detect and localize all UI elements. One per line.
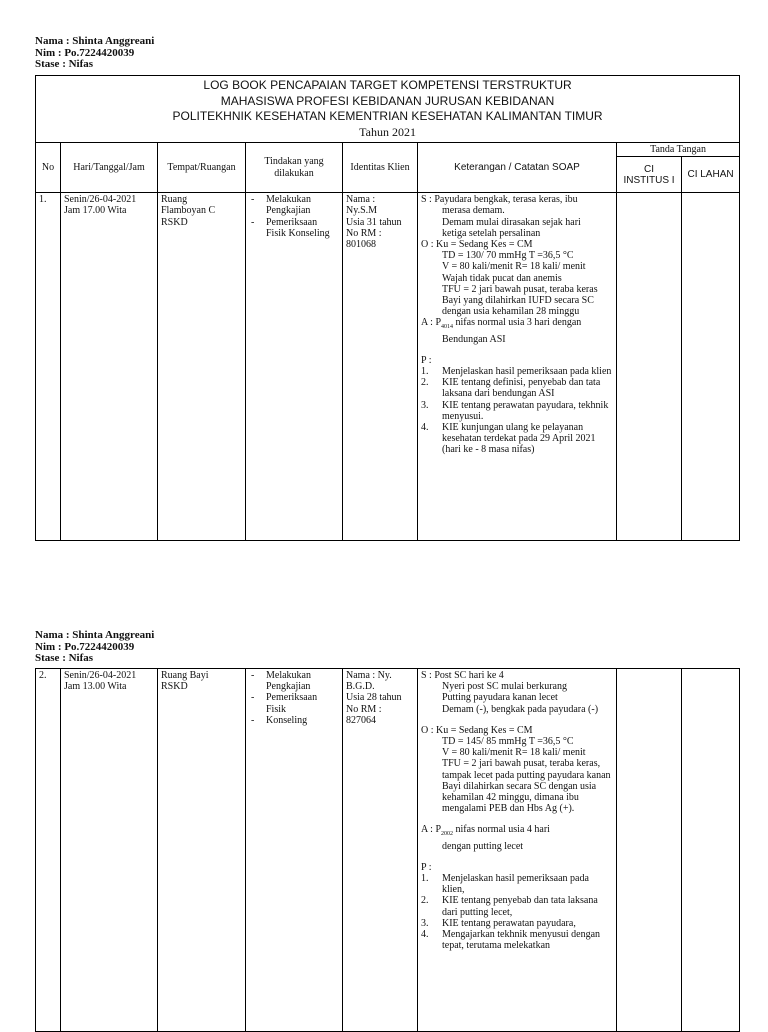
plan-item: 2. KIE tentang penyebab dan tata laksana dari putting lecet,	[421, 895, 598, 918]
col-hari: Hari/Tanggal/Jam	[61, 143, 158, 193]
entry-date: Senin/26-04-2021 Jam 17.00 Wita	[61, 193, 158, 541]
signature-ci-institusi	[617, 669, 682, 1032]
action-item: - Melakukan Pengkajian	[249, 194, 339, 216]
student-name: Nama : Shinta Anggreani	[35, 629, 155, 641]
action-item: - Pemeriksaan Fisik Konseling	[249, 217, 339, 239]
student-info-2	[35, 630, 154, 665]
entry-no: 1.	[36, 193, 61, 541]
entry-soap: S : Post SC hari ke 4 Nyeri post SC mulai berkurang Putting payudara kanan lecet Demam (-), bengkak pada payudara (-) O : Ku = Sedang Kes = CM TD = 145/ 85 mmHg T =36,5 °C V = 80 kali/menit R= 18 kali/ menit TFU = 2 jari bawah pusat, teraba keras, tampak lecet pada putting payudara kanan Bayi dilahirkan secara SC dengan usia kehamilan 42 minggu, dimana ibu mengalami PEB dan Hbs Ag (+). A : $P_{2002}$ nifas normal usia 4 hari dengan putting lecet P : 1. Menjelaskan hasil pemeriksaan pada klien, 2. KIE tentang penyebab dan tata laksana dari putting lecet, 3. KIE tentang perawatan payudara, 4. Mengajarkan tekhnik menyusui dengan tepat, terutama melekatkan	[418, 669, 617, 1032]
table-row	[36, 669, 740, 1032]
student-name: Nama : Shinta Anggreani	[35, 35, 155, 47]
col-keterangan: Keterangan / Catatan SOAP	[418, 143, 617, 193]
signature-ci-institusi	[617, 193, 682, 541]
entry-actions	[246, 669, 343, 1032]
assessment: A : $P_{2002}$ nifas normal usia 4 hari	[421, 824, 550, 838]
entry-actions	[246, 193, 343, 541]
action-item: - Konseling	[249, 715, 339, 726]
plan-item: 1. Menjelaskan hasil pemeriksaan pada klien	[421, 366, 612, 378]
action-item: - Pemeriksaan Fisik	[249, 692, 339, 714]
action-item: - Melakukan Pengkajian	[249, 670, 339, 692]
entry-soap: S : Payudara bengkak, terasa keras, ibu merasa demam. Demam mulai dirasakan sejak hari ketiga setelah persalinan O : Ku = Sedang Kes = CM TD = 130/ 70 mmHg T =36,5 °C V = 80 kali/menit R= 18 kali/ menit Wajah tidak pucat dan anemis TFU = 2 jari bawah pusat, teraba keras Bayi yang dilahirkan IUFD secara SC dengan usia kehamilan 28 minggu A : $P_{4014}$ nifas normal usia 3 hari dengan Bendungan ASI P : 1. Menjelaskan hasil pemeriksaan pada klien 2. KIE tentang definisi, penyebab dan tata laksana dari bendungan ASI 3. KIE tentang perawatan payudara, tekhnik menyusui. 4. KIE kunjungan ulang ke pelayanan kesehatan terdekat pada 29 April 2021 (hari ke - 8 masa nifas)	[418, 193, 617, 541]
signature-ci-lahan	[682, 669, 740, 1032]
signature-ci-lahan	[682, 193, 740, 541]
col-tindakan: Tindakan yang dilakukan	[246, 143, 343, 193]
student-nim: Nim : Po.7224420039	[35, 46, 135, 59]
plan-item: 2. KIE tentang definisi, penyebab dan tata laksana dari bendungan ASI	[421, 377, 601, 400]
plan-item: 4. KIE kunjungan ulang ke pelayanan kesehatan terdekat pada 29 April 2021 (hari ke - 8 masa nifas)	[421, 422, 596, 456]
col-tempat: Tempat/Ruangan	[158, 143, 246, 193]
plan-item: 3. KIE tentang perawatan payudara,	[421, 917, 576, 929]
entry-location: Ruang Flamboyan C RSKD	[158, 193, 246, 541]
student-info-1	[35, 36, 154, 71]
logbook-table-2	[35, 668, 740, 1032]
entry-no: 2.	[36, 669, 61, 1032]
logbook-title: LOG BOOK PENCAPAIAN TARGET KOMPETENSI TERSTRUKTUR MAHASISWA PROFESI KEBIDANAN JURUSAN KEBIDANAN POLITEKHNIK KESEHATAN KEMENTRIAN KESEHATAN KALIMANTAN TIMUR Tahun 2021	[36, 76, 740, 143]
col-identitas: Identitas Klien	[343, 143, 418, 193]
student-stase: Stase : Nifas	[35, 58, 94, 70]
student-nim: Nim : Po.7224420039	[35, 640, 135, 653]
col-ci-lahan: CI LAHAN	[682, 157, 740, 193]
plan-item: 4. Mengajarkan tekhnik menyusui dengan tepat, terutama melekatkan	[421, 929, 601, 952]
col-tanda-tangan: Tanda Tangan	[617, 143, 740, 157]
entry-date: Senin/26-04-2021 Jam 13.00 Wita	[61, 669, 158, 1032]
logbook-table-1	[35, 75, 740, 541]
table-row	[36, 193, 740, 541]
plan-item: 3. KIE tentang perawatan payudara, tekhnik menyusui.	[421, 399, 609, 422]
plan-item: 1. Menjelaskan hasil pemeriksaan pada klien,	[421, 873, 589, 896]
col-ci-institusi: CI INSTITUS I	[617, 157, 682, 193]
entry-location: Ruang Bayi RSKD	[158, 669, 246, 1032]
assessment: A : $P_{4014}$ nifas normal usia 3 hari dengan	[421, 317, 582, 331]
col-no: No	[36, 143, 61, 193]
entry-client: Nama : Ny.S.M Usia 31 tahun No RM : 801068	[343, 193, 418, 541]
student-stase: Stase : Nifas	[35, 652, 94, 664]
entry-client: Nama : Ny. B.G.D. Usia 28 tahun No RM : 827064	[343, 669, 418, 1032]
